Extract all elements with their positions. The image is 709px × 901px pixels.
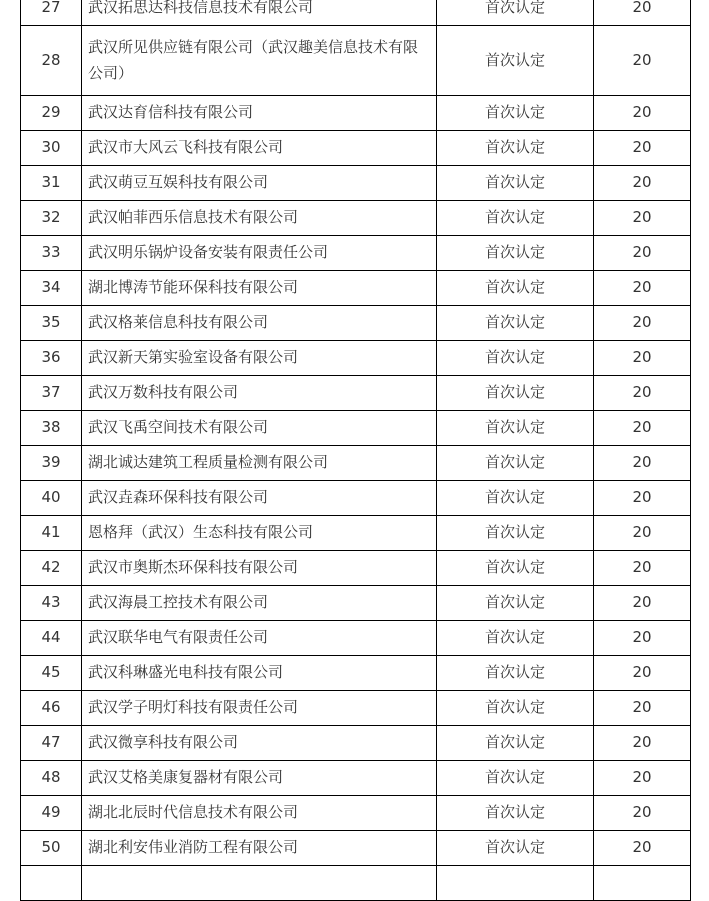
certification-type: 首次认定 xyxy=(437,131,594,166)
certification-type: 首次认定 xyxy=(437,446,594,481)
company-name: 武汉萌豆互娱科技有限公司 xyxy=(82,166,437,201)
table-row xyxy=(21,481,691,516)
table-row xyxy=(21,691,691,726)
certification-type: 首次认定 xyxy=(437,376,594,411)
row-number: 45 xyxy=(21,656,82,691)
company-name: 湖北北辰时代信息技术有限公司 xyxy=(82,796,437,831)
company-name: 武汉市奥斯杰环保科技有限公司 xyxy=(82,551,437,586)
company-table-container xyxy=(20,0,690,901)
row-number: 36 xyxy=(21,341,82,376)
table-row xyxy=(21,306,691,341)
row-number: 44 xyxy=(21,621,82,656)
table-row xyxy=(21,656,691,691)
score-value: 20 xyxy=(594,761,691,796)
row-number: 31 xyxy=(21,166,82,201)
score-value: 20 xyxy=(594,446,691,481)
score-value: 20 xyxy=(594,236,691,271)
company-name: 武汉学子明灯科技有限责任公司 xyxy=(82,691,437,726)
row-number: 32 xyxy=(21,201,82,236)
company-name: 武汉所见供应链有限公司（武汉趣美信息技术有限公司） xyxy=(82,26,437,96)
score-value: 20 xyxy=(594,201,691,236)
table-row xyxy=(21,446,691,481)
score-value: 20 xyxy=(594,411,691,446)
certification-type: 首次认定 xyxy=(437,201,594,236)
certification-type: 首次认定 xyxy=(437,691,594,726)
row-number: 43 xyxy=(21,586,82,621)
score-value: 20 xyxy=(594,621,691,656)
company-name: 武汉拓思达科技信息技术有限公司 xyxy=(82,0,437,26)
row-number: 38 xyxy=(21,411,82,446)
company-name: 武汉微享科技有限公司 xyxy=(82,726,437,761)
certification-type: 首次认定 xyxy=(437,586,594,621)
certification-type: 首次认定 xyxy=(437,551,594,586)
table-row xyxy=(21,796,691,831)
score-value: 20 xyxy=(594,271,691,306)
certification-type: 首次认定 xyxy=(437,236,594,271)
score-value: 20 xyxy=(594,0,691,26)
company-name: 恩格拜（武汉）生态科技有限公司 xyxy=(82,516,437,551)
score-value: 20 xyxy=(594,551,691,586)
row-number: 37 xyxy=(21,376,82,411)
table-row-partial xyxy=(21,866,691,901)
company-name: 武汉新天第实验室设备有限公司 xyxy=(82,341,437,376)
certification-type: 首次认定 xyxy=(437,831,594,866)
row-number: 41 xyxy=(21,516,82,551)
score-value: 20 xyxy=(594,726,691,761)
score-value: 20 xyxy=(594,586,691,621)
score-value: 20 xyxy=(594,341,691,376)
table-row xyxy=(21,26,691,96)
certification-type: 首次认定 xyxy=(437,481,594,516)
company-name-empty xyxy=(82,866,437,901)
score-value: 20 xyxy=(594,96,691,131)
table-row xyxy=(21,96,691,131)
company-name: 武汉格莱信息科技有限公司 xyxy=(82,306,437,341)
table-row xyxy=(21,166,691,201)
table-row xyxy=(21,341,691,376)
company-name: 湖北博涛节能环保科技有限公司 xyxy=(82,271,437,306)
row-number-empty xyxy=(21,866,82,901)
certification-type-empty xyxy=(437,866,594,901)
score-value: 20 xyxy=(594,306,691,341)
company-name: 武汉飞禹空间技术有限公司 xyxy=(82,411,437,446)
score-value: 20 xyxy=(594,796,691,831)
row-number: 47 xyxy=(21,726,82,761)
table-row xyxy=(21,236,691,271)
row-number: 48 xyxy=(21,761,82,796)
table-body xyxy=(21,0,691,901)
row-number: 40 xyxy=(21,481,82,516)
row-number: 27 xyxy=(21,0,82,26)
certification-type: 首次认定 xyxy=(437,761,594,796)
table-row xyxy=(21,0,691,26)
certification-type: 首次认定 xyxy=(437,341,594,376)
certification-type: 首次认定 xyxy=(437,271,594,306)
certification-type: 首次认定 xyxy=(437,726,594,761)
row-number: 49 xyxy=(21,796,82,831)
score-value: 20 xyxy=(594,376,691,411)
row-number: 39 xyxy=(21,446,82,481)
table-row xyxy=(21,831,691,866)
company-name: 武汉明乐锅炉设备安装有限责任公司 xyxy=(82,236,437,271)
certification-type: 首次认定 xyxy=(437,516,594,551)
row-number: 29 xyxy=(21,96,82,131)
company-name: 武汉万数科技有限公司 xyxy=(82,376,437,411)
certification-type: 首次认定 xyxy=(437,796,594,831)
row-number: 35 xyxy=(21,306,82,341)
table-row xyxy=(21,411,691,446)
table-row xyxy=(21,131,691,166)
table-row xyxy=(21,551,691,586)
row-number: 50 xyxy=(21,831,82,866)
company-name: 湖北利安伟业消防工程有限公司 xyxy=(82,831,437,866)
table-row xyxy=(21,621,691,656)
certification-type: 首次认定 xyxy=(437,166,594,201)
company-name: 武汉帕菲西乐信息技术有限公司 xyxy=(82,201,437,236)
row-number: 46 xyxy=(21,691,82,726)
score-value-empty xyxy=(594,866,691,901)
table-row xyxy=(21,761,691,796)
row-number: 30 xyxy=(21,131,82,166)
company-name: 武汉海晨工控技术有限公司 xyxy=(82,586,437,621)
row-number: 28 xyxy=(21,26,82,96)
certification-type: 首次认定 xyxy=(437,306,594,341)
table-row xyxy=(21,376,691,411)
score-value: 20 xyxy=(594,656,691,691)
company-name: 武汉科琳盛光电科技有限公司 xyxy=(82,656,437,691)
company-name: 湖北诚达建筑工程质量检测有限公司 xyxy=(82,446,437,481)
row-number: 34 xyxy=(21,271,82,306)
row-number: 42 xyxy=(21,551,82,586)
certification-type: 首次认定 xyxy=(437,96,594,131)
table-row xyxy=(21,726,691,761)
score-value: 20 xyxy=(594,481,691,516)
score-value: 20 xyxy=(594,691,691,726)
score-value: 20 xyxy=(594,831,691,866)
score-value: 20 xyxy=(594,166,691,201)
table-row xyxy=(21,516,691,551)
table-row xyxy=(21,586,691,621)
table-row xyxy=(21,201,691,236)
table-row xyxy=(21,271,691,306)
certification-type: 首次认定 xyxy=(437,0,594,26)
certification-type: 首次认定 xyxy=(437,411,594,446)
company-name: 武汉联华电气有限责任公司 xyxy=(82,621,437,656)
certification-type: 首次认定 xyxy=(437,621,594,656)
company-list-table xyxy=(20,0,691,901)
company-name: 武汉市大风云飞科技有限公司 xyxy=(82,131,437,166)
score-value: 20 xyxy=(594,516,691,551)
company-name: 武汉艾格美康复器材有限公司 xyxy=(82,761,437,796)
certification-type: 首次认定 xyxy=(437,656,594,691)
company-name: 武汉垚森环保科技有限公司 xyxy=(82,481,437,516)
certification-type: 首次认定 xyxy=(437,26,594,96)
company-name: 武汉达育信科技有限公司 xyxy=(82,96,437,131)
score-value: 20 xyxy=(594,131,691,166)
row-number: 33 xyxy=(21,236,82,271)
score-value: 20 xyxy=(594,26,691,96)
